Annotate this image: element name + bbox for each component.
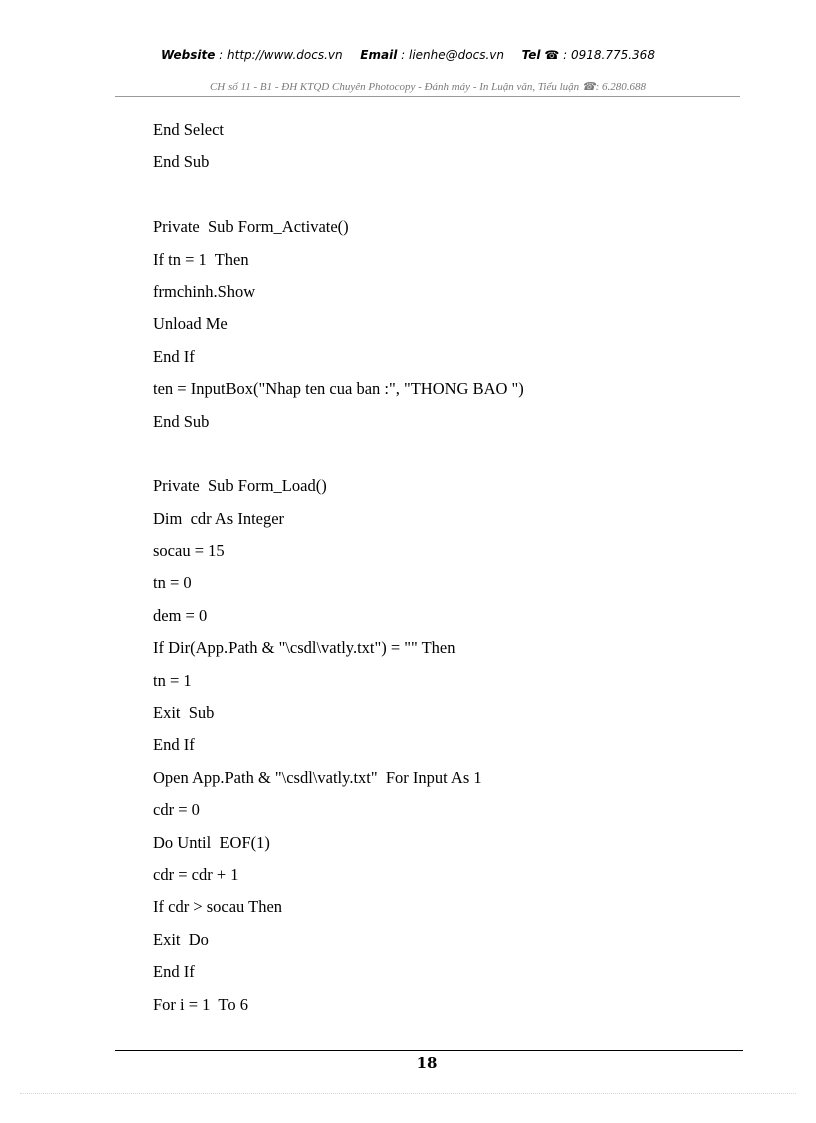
code-line: Exit Do — [153, 929, 209, 949]
code-line: dem = 0 — [153, 605, 208, 625]
blank-line — [153, 183, 524, 215]
code-line: For i = 1 To 6 — [153, 994, 248, 1014]
header-divider — [115, 96, 740, 97]
code-listing — [153, 118, 524, 1025]
header-subline: CH số 11 - B1 - ĐH KTQD Chuyên Photocopy - Đánh máy - In Luận văn, Tiểu luận ☎: 6.280.688 — [209, 81, 647, 93]
code-line: End Sub — [153, 411, 210, 431]
website-label: Website — [161, 48, 216, 62]
code-line: Private Sub Form_Load() — [153, 476, 327, 496]
code-line: ten = InputBox("Nhap ten cua ban :", "THONG BAO ") — [153, 379, 524, 399]
code-line: If cdr > socau Then — [153, 897, 283, 917]
code-line: frmchinh.Show — [153, 281, 256, 301]
code-line: End Sub — [153, 152, 210, 172]
code-line: End If — [153, 962, 195, 982]
code-line: cdr = cdr + 1 — [153, 864, 239, 884]
code-line: If tn = 1 Then — [153, 249, 249, 269]
page-number: 18 — [416, 1054, 438, 1072]
blank-line — [153, 442, 524, 474]
code-line: Dim cdr As Integer — [153, 508, 285, 528]
code-line: Do Until EOF(1) — [153, 832, 270, 852]
code-line: tn = 0 — [153, 573, 192, 593]
tel-label: Tel — [521, 48, 541, 62]
code-line: If Dir(App.Path & "\csdl\vatly.txt") = "" Then — [153, 638, 456, 658]
code-line: socau = 15 — [153, 541, 225, 561]
tel-value: ☎ : 0918.775.368 — [544, 48, 655, 62]
code-line: Exit Sub — [153, 703, 215, 723]
email-label: Email — [360, 48, 398, 62]
code-line: Open App.Path & "\csdl\vatly.txt" For Input As 1 — [153, 767, 482, 787]
footer-divider — [115, 1050, 743, 1051]
website-value: : http://www.docs.vn — [219, 48, 343, 62]
email-value: : lienhe@docs.vn — [401, 48, 504, 62]
code-line: tn = 1 — [153, 670, 192, 690]
code-line: Unload Me — [153, 314, 228, 334]
page-edge-dotted-line — [20, 1093, 796, 1094]
header-contact-line — [0, 48, 816, 62]
code-line: End If — [153, 346, 195, 366]
code-line: cdr = 0 — [153, 800, 200, 820]
code-line: Private Sub Form_Activate() — [153, 217, 349, 237]
code-line: End Select — [153, 120, 225, 139]
code-line: End If — [153, 735, 195, 755]
